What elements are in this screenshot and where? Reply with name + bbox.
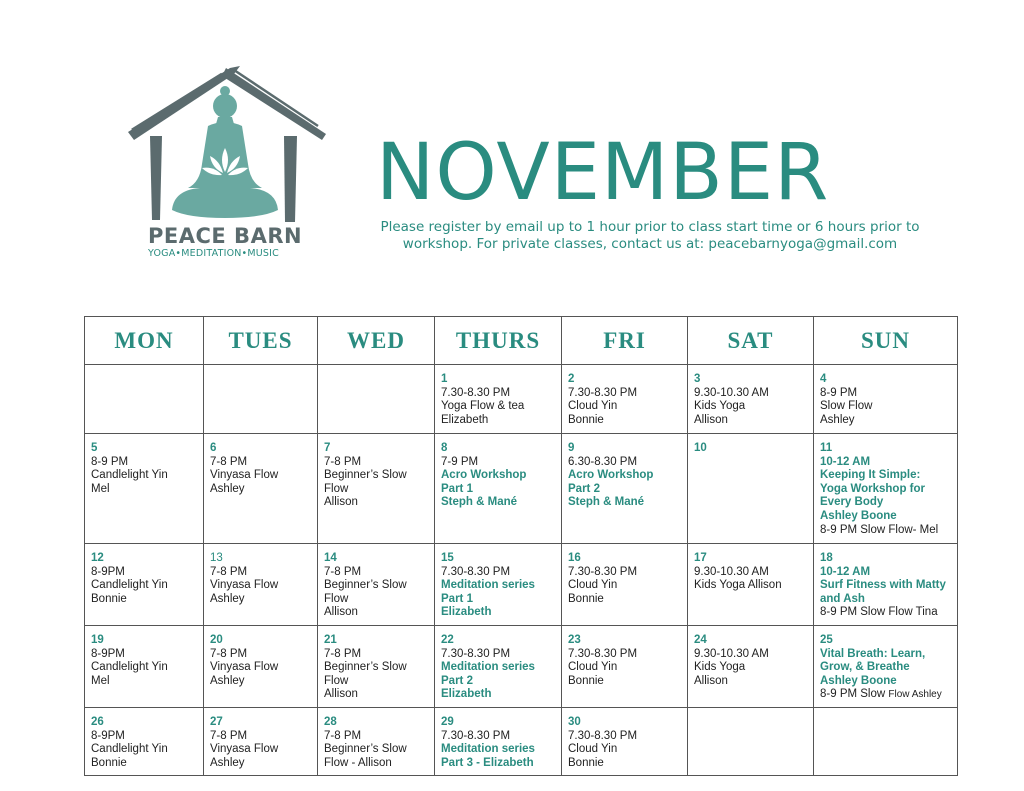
- class-detail-line: [324, 661, 429, 675]
- line-text: Yoga Workshop for: [820, 482, 925, 495]
- class-event-highlight: [441, 606, 556, 620]
- line-text: Keeping It Simple:: [820, 469, 921, 482]
- line-text: 8-9 PM Slow Flow- Mel: [820, 523, 939, 536]
- class-event-highlight: [441, 688, 556, 702]
- brand-name: PEACE BARN: [148, 224, 303, 248]
- line-text: Kids Yoga: [694, 400, 746, 413]
- calendar-day-cell: [85, 626, 204, 708]
- class-detail-line: [210, 469, 312, 483]
- line-text: 8-9 PM: [820, 386, 858, 399]
- class-detail-line: [210, 456, 312, 470]
- class-detail-line: [324, 593, 429, 607]
- line-text: Meditation series: [441, 579, 535, 592]
- weekday-header: SUN: [814, 317, 958, 365]
- calendar-day-cell: [318, 434, 435, 544]
- day-number: 30: [568, 716, 581, 728]
- calendar-week-row: [85, 365, 958, 434]
- class-detail-line: [820, 688, 952, 702]
- class-detail-line: [91, 483, 198, 497]
- class-detail-line: [694, 400, 808, 414]
- class-detail-line: [324, 456, 429, 470]
- class-detail-line: [210, 730, 312, 744]
- line-text: Cloud Yin: [568, 661, 618, 674]
- day-number: 16: [568, 552, 581, 564]
- class-detail-line: [210, 675, 312, 689]
- calendar-day-cell: [204, 708, 318, 776]
- class-detail-line: [820, 400, 952, 414]
- line-text: Mel: [91, 482, 110, 495]
- class-detail-line: [210, 757, 312, 771]
- line-text: 10-12 AM: [820, 455, 871, 468]
- line-text: Beginner’s Slow: [324, 469, 407, 482]
- class-detail-line: [210, 661, 312, 675]
- line-text: Beginner’s Slow: [324, 661, 407, 674]
- line-text: Every Body: [820, 496, 884, 509]
- class-event-highlight: [441, 483, 556, 497]
- class-detail-line: [568, 661, 682, 675]
- line-text: Steph & Mané: [568, 496, 645, 509]
- class-detail-line: [210, 483, 312, 497]
- class-detail-line: [568, 387, 682, 401]
- class-detail-line: [210, 743, 312, 757]
- line-text: Allison: [324, 688, 358, 701]
- weekday-header: TUES: [204, 317, 318, 365]
- weekday-header: THURS: [435, 317, 562, 365]
- class-detail-line: [694, 387, 808, 401]
- class-detail-line: [91, 661, 198, 675]
- day-number: 19: [91, 634, 104, 646]
- day-number: 24: [694, 634, 707, 646]
- line-text: Part 2: [568, 482, 600, 495]
- line-text: 7-8 PM: [210, 647, 248, 660]
- class-detail-line: [568, 730, 682, 744]
- line-text: 7.30-8.30 PM: [441, 647, 511, 660]
- calendar-day-cell: [85, 434, 204, 544]
- class-detail-line: [568, 593, 682, 607]
- class-event-highlight: [820, 579, 952, 593]
- line-text: Part 1: [441, 482, 473, 495]
- line-text: Mel: [91, 674, 110, 687]
- class-detail-line: [441, 400, 556, 414]
- class-detail-line: [324, 688, 429, 702]
- class-detail-line: [324, 757, 429, 771]
- class-event-highlight: [820, 510, 952, 524]
- line-text: Bonnie: [568, 756, 604, 769]
- class-detail-line: [210, 579, 312, 593]
- line-text: Bonnie: [91, 592, 127, 605]
- line-text: Allison: [324, 606, 358, 619]
- day-number: 15: [441, 552, 454, 564]
- calendar-day-cell: [85, 708, 204, 776]
- line-text: Beginner’s Slow: [324, 579, 407, 592]
- line-text: Candlelight Yin: [91, 743, 168, 756]
- calendar-day-cell: [562, 365, 688, 434]
- day-number: 14: [324, 552, 337, 564]
- line-text: Part 2: [441, 674, 473, 687]
- class-event-highlight: [441, 496, 556, 510]
- calendar-empty-cell: [204, 365, 318, 434]
- line-text: 7-8 PM: [324, 455, 362, 468]
- class-detail-line: [441, 387, 556, 401]
- line-text: 7.30-8.30 PM: [568, 565, 638, 578]
- line-text: Ashley Boone: [820, 674, 897, 687]
- class-detail-line: [324, 579, 429, 593]
- class-event-highlight: [568, 496, 682, 510]
- weekday-header-row: [85, 317, 958, 365]
- line-text: 7.30-8.30 PM: [441, 729, 511, 742]
- class-detail-line: [324, 606, 429, 620]
- class-event-highlight: [568, 483, 682, 497]
- calendar-day-cell: [814, 365, 958, 434]
- class-event-highlight: [441, 469, 556, 483]
- weekday-header: MON: [85, 317, 204, 365]
- line-text: Acro Workshop: [441, 469, 527, 482]
- day-number: 25: [820, 634, 833, 646]
- line-text: Grow, & Breathe: [820, 661, 910, 674]
- class-detail-line: [91, 730, 198, 744]
- class-detail-line: [91, 648, 198, 662]
- line-text: 7-8 PM: [210, 729, 248, 742]
- day-number: 6: [210, 442, 217, 454]
- line-text: 7.30-8.30 PM: [568, 729, 638, 742]
- class-detail-line: [210, 566, 312, 580]
- class-event-highlight: [441, 675, 556, 689]
- line-text: 7.30-8.30 PM: [568, 647, 638, 660]
- line-text: Candlelight Yin: [91, 579, 168, 592]
- line-text: Yoga Flow & tea: [441, 400, 525, 413]
- class-detail-line: [324, 469, 429, 483]
- class-detail-line: [441, 566, 556, 580]
- class-detail-line: [441, 730, 556, 744]
- class-event-highlight: [820, 496, 952, 510]
- class-event-highlight: [441, 757, 556, 771]
- class-detail-line: [91, 757, 198, 771]
- line-text: 9.30-10.30 AM: [694, 565, 769, 578]
- line-text: 7.30-8.30 PM: [441, 386, 511, 399]
- class-detail-line: [694, 661, 808, 675]
- line-text: Bonnie: [91, 756, 127, 769]
- class-detail-line: [568, 414, 682, 428]
- class-detail-line: [210, 593, 312, 607]
- line-text: Steph & Mané: [441, 496, 518, 509]
- registration-note: Please register by email up to 1 hour prior to class start time or 6 hours prior to workshop. For private classes, contact us at: peacebarnyoga@gmail.com: [380, 219, 920, 252]
- line-text: 8-9PM: [91, 565, 125, 578]
- line-text: 8-9 PM Slow: [820, 688, 886, 701]
- class-detail-line: [91, 469, 198, 483]
- day-number: 17: [694, 552, 707, 564]
- calendar-week-row: [85, 708, 958, 776]
- line-text: 7-8 PM: [210, 565, 248, 578]
- class-detail-line: [441, 648, 556, 662]
- line-text: 7-8 PM: [210, 455, 248, 468]
- line-text: Beginner’s Slow: [324, 743, 407, 756]
- line-text: Vinyasa Flow: [210, 469, 279, 482]
- day-number: 3: [694, 373, 701, 385]
- weekday-header: FRI: [562, 317, 688, 365]
- line-text: 7.30-8.30 PM: [441, 565, 511, 578]
- calendar-day-cell: [318, 544, 435, 626]
- line-text: 7-8 PM: [324, 729, 362, 742]
- class-detail-line: [324, 743, 429, 757]
- class-detail-line: [441, 456, 556, 470]
- class-detail-line: [694, 566, 808, 580]
- line-text: Meditation series: [441, 661, 535, 674]
- calendar-day-cell: [435, 626, 562, 708]
- line-text: Bonnie: [568, 413, 604, 426]
- calendar-day-cell: [562, 544, 688, 626]
- class-detail-line: [694, 648, 808, 662]
- line-text: 9.30-10.30 AM: [694, 647, 769, 660]
- line-text: Allison: [694, 413, 728, 426]
- line-text: Ashley: [210, 756, 245, 769]
- class-detail-line: [694, 414, 808, 428]
- brand-tagline: YOGA•MEDITATION•MUSIC: [148, 248, 279, 259]
- calendar-day-cell: [688, 544, 814, 626]
- class-event-highlight: [820, 648, 952, 662]
- calendar-day-cell: [688, 434, 814, 544]
- line-text: Vinyasa Flow: [210, 579, 279, 592]
- day-number: 26: [91, 716, 104, 728]
- calendar-day-cell: [318, 708, 435, 776]
- class-detail-line: [210, 648, 312, 662]
- line-text: Elizabeth: [441, 413, 489, 426]
- calendar-empty-cell: [688, 708, 814, 776]
- line-text: Part 3 - Elizabeth: [441, 756, 534, 769]
- line-text: Candlelight Yin: [91, 661, 168, 674]
- class-detail-line: [91, 456, 198, 470]
- line-text: Meditation series: [441, 743, 535, 756]
- calendar-day-cell: [318, 626, 435, 708]
- class-detail-line: [568, 400, 682, 414]
- line-text: Ashley: [820, 413, 855, 426]
- calendar-table: [84, 316, 958, 776]
- class-event-highlight: [820, 675, 952, 689]
- class-detail-line: [324, 483, 429, 497]
- line-text: Cloud Yin: [568, 579, 618, 592]
- line-text: Surf Fitness with Matty: [820, 579, 946, 592]
- line-text: 7.30-8.30 PM: [568, 386, 638, 399]
- day-number: 2: [568, 373, 575, 385]
- calendar-day-cell: [688, 365, 814, 434]
- class-event-highlight: [820, 661, 952, 675]
- line-text: Allison: [324, 496, 358, 509]
- class-detail-line: [324, 675, 429, 689]
- class-detail-line: [324, 496, 429, 510]
- line-text: Kids Yoga Allison: [694, 579, 782, 592]
- line-text: Flow - Allison: [324, 756, 392, 769]
- line-text: Allison: [694, 674, 728, 687]
- line-text: Bonnie: [568, 674, 604, 687]
- day-number: 4: [820, 373, 827, 385]
- day-number: 1: [441, 373, 448, 385]
- line-text: Cloud Yin: [568, 743, 618, 756]
- line-text: Vital Breath: Learn,: [820, 647, 926, 660]
- line-text: Vinyasa Flow: [210, 743, 279, 756]
- line-text: Cloud Yin: [568, 400, 618, 413]
- line-text: Candlelight Yin: [91, 469, 168, 482]
- class-detail-line: [568, 566, 682, 580]
- class-detail-line: [441, 414, 556, 428]
- calendar-day-cell: [814, 544, 958, 626]
- calendar-empty-cell: [814, 708, 958, 776]
- class-event-highlight: [441, 743, 556, 757]
- calendar-day-cell: [562, 434, 688, 544]
- day-number: 28: [324, 716, 337, 728]
- calendar-empty-cell: [318, 365, 435, 434]
- line-text: and Ash: [820, 592, 865, 605]
- line-text: 9.30-10.30 AM: [694, 386, 769, 399]
- day-number: 13: [210, 552, 223, 564]
- weekday-header: SAT: [688, 317, 814, 365]
- line-text: 10-12 AM: [820, 565, 871, 578]
- day-number: 27: [210, 716, 223, 728]
- line-text: 8-9PM: [91, 647, 125, 660]
- class-detail-line: [568, 743, 682, 757]
- class-event-highlight: [820, 456, 952, 470]
- class-event-highlight: [441, 593, 556, 607]
- class-detail-line: [694, 675, 808, 689]
- month-title: NOVEMBER: [376, 128, 830, 218]
- day-number: 18: [820, 552, 833, 564]
- calendar-day-cell: [814, 626, 958, 708]
- line-text: 7-9 PM: [441, 455, 479, 468]
- calendar-day-cell: [688, 626, 814, 708]
- class-event-highlight: [441, 579, 556, 593]
- class-detail-line: [324, 730, 429, 744]
- class-detail-line: [568, 675, 682, 689]
- day-number: 29: [441, 716, 454, 728]
- weekday-header: WED: [318, 317, 435, 365]
- class-detail-line: [91, 579, 198, 593]
- day-number: 10: [694, 442, 707, 454]
- calendar-day-cell: [204, 544, 318, 626]
- day-number: 20: [210, 634, 223, 646]
- line-text: Ashley: [210, 592, 245, 605]
- line-text: Bonnie: [568, 592, 604, 605]
- day-number: 11: [820, 442, 833, 454]
- class-detail-line: [91, 566, 198, 580]
- calendar-day-cell: [204, 626, 318, 708]
- class-event-highlight: [820, 469, 952, 483]
- line-text: Ashley: [210, 482, 245, 495]
- day-number: 5: [91, 442, 98, 454]
- line-text: 8-9 PM Slow Flow Tina: [820, 606, 938, 619]
- calendar-day-cell: [204, 434, 318, 544]
- line-text: Elizabeth: [441, 606, 492, 619]
- class-event-highlight: [568, 469, 682, 483]
- calendar-day-cell: [435, 434, 562, 544]
- line-text: Flow: [324, 592, 349, 605]
- line-text: Flow: [324, 482, 349, 495]
- calendar-day-cell: [435, 365, 562, 434]
- class-detail-line: [568, 579, 682, 593]
- calendar-week-row: [85, 544, 958, 626]
- class-detail-line: [820, 606, 952, 620]
- brand-block: [148, 224, 308, 259]
- day-number: 9: [568, 442, 575, 454]
- calendar-day-cell: [562, 708, 688, 776]
- line-text: 7-8 PM: [324, 565, 362, 578]
- line-text-small: Flow Ashley: [888, 689, 942, 701]
- class-event-highlight: [820, 566, 952, 580]
- line-text: Vinyasa Flow: [210, 661, 279, 674]
- calendar-week-row: [85, 626, 958, 708]
- day-number: 12: [91, 552, 104, 564]
- class-detail-line: [91, 743, 198, 757]
- calendar-day-cell: [562, 626, 688, 708]
- day-number: 22: [441, 634, 454, 646]
- calendar-week-row: [85, 434, 958, 544]
- class-detail-line: [568, 757, 682, 771]
- day-number: 8: [441, 442, 448, 454]
- calendar-day-cell: [814, 434, 958, 544]
- line-text: Ashley Boone: [820, 509, 897, 522]
- calendar-day-cell: [435, 544, 562, 626]
- line-text: Kids Yoga: [694, 661, 746, 674]
- line-text: Flow: [324, 674, 349, 687]
- class-event-highlight: [820, 593, 952, 607]
- line-text: 8-9 PM: [91, 455, 129, 468]
- class-detail-line: [820, 524, 952, 538]
- class-detail-line: [568, 648, 682, 662]
- line-text: Slow Flow: [820, 400, 873, 413]
- class-detail-line: [91, 675, 198, 689]
- line-text: Ashley: [210, 674, 245, 687]
- class-event-highlight: [441, 661, 556, 675]
- line-text: Acro Workshop: [568, 469, 654, 482]
- calendar-empty-cell: [85, 365, 204, 434]
- calendar-day-cell: [85, 544, 204, 626]
- line-text: Elizabeth: [441, 688, 492, 701]
- line-text: 6.30-8.30 PM: [568, 455, 638, 468]
- calendar-day-cell: [435, 708, 562, 776]
- line-text: 8-9PM: [91, 729, 125, 742]
- class-detail-line: [820, 387, 952, 401]
- class-detail-line: [91, 593, 198, 607]
- class-detail-line: [694, 579, 808, 593]
- class-detail-line: [568, 456, 682, 470]
- day-number: 7: [324, 442, 331, 454]
- day-number: 21: [324, 634, 337, 646]
- class-detail-line: [324, 648, 429, 662]
- class-detail-line: [820, 414, 952, 428]
- class-detail-line: [324, 566, 429, 580]
- line-text: 7-8 PM: [324, 647, 362, 660]
- class-event-highlight: [820, 483, 952, 497]
- day-number: 23: [568, 634, 581, 646]
- line-text: Part 1: [441, 592, 473, 605]
